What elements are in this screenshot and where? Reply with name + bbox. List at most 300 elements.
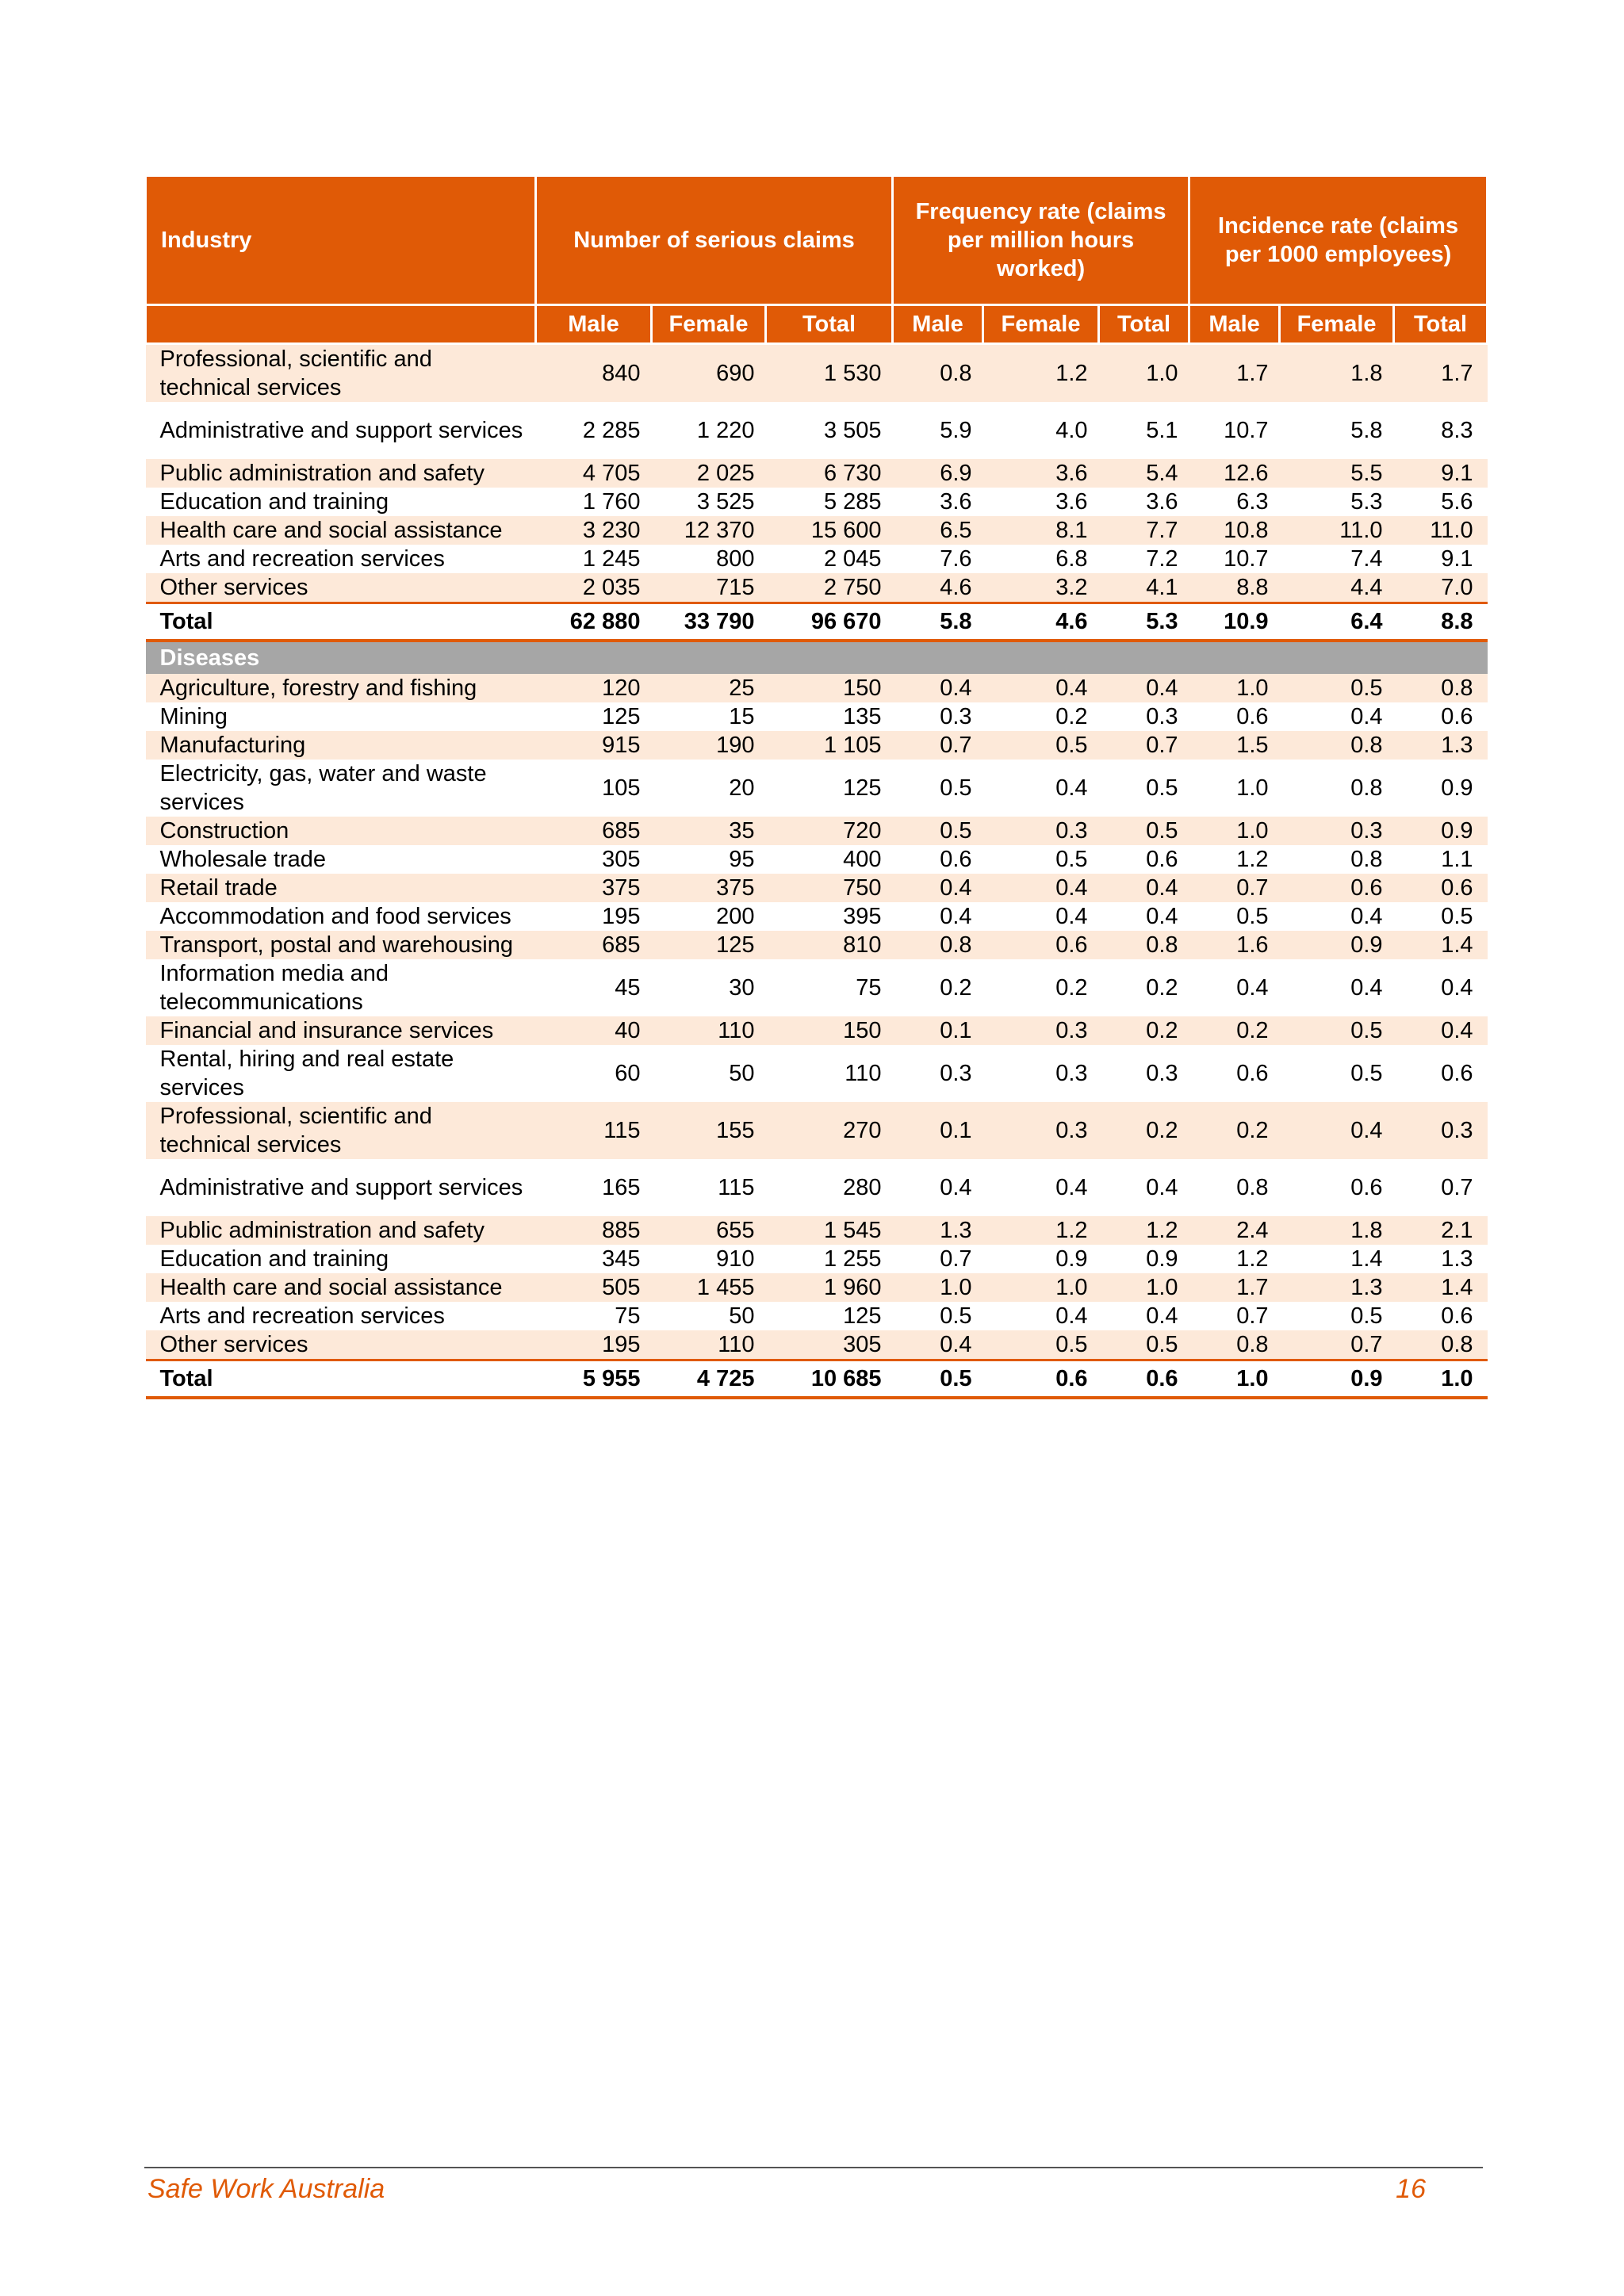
value-cell: 0.1	[893, 1016, 983, 1045]
value-cell: 115	[536, 1102, 652, 1159]
value-cell: 11.0	[1394, 516, 1488, 545]
incidence-female-header: Female	[1280, 305, 1394, 344]
value-cell: 5.8	[893, 603, 983, 641]
value-cell: 6.4	[1280, 603, 1394, 641]
value-cell: 1 760	[582, 489, 641, 515]
table-row	[146, 488, 1488, 516]
value-cell: 1 220	[696, 418, 755, 443]
table-row	[146, 1216, 1488, 1245]
serious-claims-header: Number of serious claims	[536, 176, 893, 305]
industry-cell: Arts and recreation services	[159, 546, 445, 572]
table-row	[146, 931, 1488, 959]
value-cell: 20	[729, 775, 755, 801]
value-cell: 0.2	[1189, 1102, 1280, 1159]
value-cell: 2 750	[766, 573, 893, 603]
value-cell: 50	[729, 1303, 755, 1329]
value-cell: 0.8	[1394, 1330, 1488, 1360]
value-cell: 395	[843, 904, 882, 929]
value-cell: 7.7	[1099, 516, 1189, 545]
value-cell: 10.7	[1224, 546, 1269, 572]
value-cell: 10 685	[766, 1360, 893, 1399]
value-cell: 35	[652, 817, 766, 845]
diseases-section-label: Diseases	[146, 641, 1488, 674]
value-cell: 0.2	[940, 975, 972, 1001]
value-cell: 0.4	[1146, 904, 1178, 929]
table-row	[146, 344, 1488, 403]
frequency-total-header: Total	[1099, 305, 1189, 344]
industry-cell: Construction	[146, 817, 536, 845]
value-cell: 375	[652, 874, 766, 902]
value-cell: 1.3	[893, 1216, 983, 1245]
value-cell: 5.5	[1280, 459, 1394, 488]
value-cell: 9.1	[1394, 459, 1488, 488]
value-cell: 40	[536, 1016, 652, 1045]
value-cell: 4.6	[983, 603, 1099, 641]
table-row	[146, 731, 1488, 760]
value-cell: 10.8	[1189, 516, 1280, 545]
value-cell: 0.8	[1280, 731, 1394, 760]
value-cell: 0.2	[1099, 1102, 1189, 1159]
table-row	[146, 545, 1488, 573]
value-cell: 0.8	[1099, 931, 1189, 959]
value-cell: 195	[602, 904, 641, 929]
value-cell: 8.3	[1441, 418, 1473, 443]
industry-cell: Total	[146, 603, 536, 641]
value-cell: 120	[536, 674, 652, 702]
value-cell: 1.2	[1099, 1216, 1189, 1245]
value-cell: 0.3	[940, 1061, 972, 1086]
value-cell: 1.5	[1189, 731, 1280, 760]
value-cell: 0.7	[1099, 731, 1189, 760]
table-row	[146, 573, 1488, 603]
industry-cell: Transport, postal and warehousing	[146, 931, 536, 959]
table-row	[146, 674, 1488, 702]
value-cell: 0.5	[1099, 817, 1189, 845]
value-cell: 5.6	[1441, 489, 1473, 515]
value-cell: 3.6	[983, 459, 1099, 488]
value-cell: 305	[602, 847, 641, 872]
value-cell: 0.9	[1441, 775, 1473, 801]
frequency-male-header: Male	[893, 305, 983, 344]
value-cell: 7.6	[940, 546, 972, 572]
value-cell: 0.4	[983, 874, 1099, 902]
value-cell: 50	[729, 1061, 755, 1086]
value-cell: 125	[843, 1303, 882, 1329]
value-cell: 95	[729, 847, 755, 872]
claims-female-header: Female	[652, 305, 766, 344]
value-cell: 0.3	[1055, 1061, 1088, 1086]
value-cell: 8.1	[983, 516, 1099, 545]
value-cell: 45	[615, 975, 641, 1001]
value-cell: 1.0	[983, 1273, 1099, 1302]
value-cell: 8.8	[1394, 603, 1488, 641]
industry-cell: Mining	[159, 704, 228, 729]
industry-cell: Other services	[146, 1330, 536, 1360]
table-row	[146, 1102, 1488, 1159]
value-cell: 5.8	[1350, 418, 1383, 443]
value-cell: 0.2	[1055, 975, 1088, 1001]
value-cell: 0.5	[1350, 1061, 1383, 1086]
value-cell: 0.8	[893, 931, 983, 959]
value-cell: 375	[536, 874, 652, 902]
value-cell: 0.8	[1350, 847, 1383, 872]
value-cell: 0.4	[893, 1330, 983, 1360]
value-cell: 3 230	[536, 516, 652, 545]
value-cell: 105	[602, 775, 641, 801]
value-cell: 5.9	[940, 418, 972, 443]
value-cell: 96 670	[766, 603, 893, 641]
value-cell: 0.5	[1280, 674, 1394, 702]
industry-cell: Administrative and support services	[159, 1175, 523, 1200]
value-cell: 2 025	[652, 459, 766, 488]
claims-total-header: Total	[766, 305, 893, 344]
value-cell: 75	[615, 1303, 641, 1329]
value-cell: 0.6	[1441, 704, 1473, 729]
value-cell: 0.5	[893, 1360, 983, 1399]
value-cell: 1 245	[582, 546, 641, 572]
value-cell: 0.4	[1099, 674, 1189, 702]
value-cell: 0.4	[1055, 904, 1088, 929]
value-cell: 0.4	[940, 1175, 972, 1200]
value-cell: 400	[843, 847, 882, 872]
value-cell: 3 525	[696, 489, 755, 515]
value-cell: 0.3	[1280, 817, 1394, 845]
value-cell: 0.3	[983, 1102, 1099, 1159]
industry-cell: Retail trade	[146, 874, 536, 902]
value-cell: 800	[716, 546, 755, 572]
value-cell: 1.0	[1189, 817, 1280, 845]
value-cell: 0.7	[893, 731, 983, 760]
industry-header-spacer	[146, 305, 536, 344]
value-cell: 0.4	[1350, 904, 1383, 929]
value-cell: 0.5	[893, 817, 983, 845]
value-cell: 270	[766, 1102, 893, 1159]
value-cell: 200	[716, 904, 755, 929]
value-cell: 1.2	[983, 344, 1099, 403]
value-cell: 150	[766, 674, 893, 702]
value-cell: 7.4	[1350, 546, 1383, 572]
value-cell: 0.6	[1236, 1061, 1269, 1086]
value-cell: 3.2	[983, 573, 1099, 603]
value-cell: 1.0	[1099, 344, 1189, 403]
value-cell: 910	[716, 1246, 755, 1272]
value-cell: 1.8	[1280, 1216, 1394, 1245]
value-cell: 195	[536, 1330, 652, 1360]
value-cell: 150	[766, 1016, 893, 1045]
value-cell: 1.4	[1394, 931, 1488, 959]
claims-male-header: Male	[536, 305, 652, 344]
value-cell: 0.4	[940, 904, 972, 929]
value-cell: 2.1	[1394, 1216, 1488, 1245]
value-cell: 75	[856, 975, 882, 1001]
value-cell: 1 545	[766, 1216, 893, 1245]
value-cell: 685	[536, 817, 652, 845]
value-cell: 33 790	[652, 603, 766, 641]
value-cell: 0.7	[1236, 1303, 1269, 1329]
value-cell: 5.4	[1099, 459, 1189, 488]
value-cell: 190	[652, 731, 766, 760]
value-cell: 0.8	[1350, 775, 1383, 801]
industry-cell: Health care and social assistance	[146, 1273, 536, 1302]
table-row	[146, 459, 1488, 488]
table-row	[146, 959, 1488, 1016]
value-cell: 0.7	[1280, 1330, 1394, 1360]
value-cell: 0.9	[1146, 1246, 1178, 1272]
value-cell: 0.7	[1441, 1175, 1473, 1200]
value-cell: 0.6	[1146, 847, 1178, 872]
value-cell: 2 045	[823, 546, 882, 572]
value-cell: 0.4	[1146, 1175, 1178, 1200]
value-cell: 25	[652, 674, 766, 702]
value-cell: 1 455	[652, 1273, 766, 1302]
value-cell: 125	[652, 931, 766, 959]
industry-cell: Public administration and safety	[146, 1216, 536, 1245]
value-cell: 15	[729, 704, 755, 729]
table-row	[146, 1273, 1488, 1302]
value-cell: 1.6	[1189, 931, 1280, 959]
value-cell: 4.1	[1099, 573, 1189, 603]
value-cell: 0.6	[983, 931, 1099, 959]
value-cell: 0.4	[1350, 975, 1383, 1001]
value-cell: 6 730	[766, 459, 893, 488]
diseases-section-row	[146, 641, 1488, 674]
value-cell: 125	[843, 775, 882, 801]
value-cell: 11.0	[1280, 516, 1394, 545]
value-cell: 0.5	[1099, 1330, 1189, 1360]
value-cell: 0.5	[940, 1303, 972, 1329]
value-cell: 915	[536, 731, 652, 760]
value-cell: 0.4	[1350, 704, 1383, 729]
value-cell: 5 285	[823, 489, 882, 515]
value-cell: 1 105	[766, 731, 893, 760]
value-cell: 7.0	[1394, 573, 1488, 603]
value-cell: 1.3	[1280, 1273, 1394, 1302]
value-cell: 0.4	[1394, 1016, 1488, 1045]
industry-header: Industry	[146, 176, 536, 305]
value-cell: 115	[718, 1175, 755, 1200]
value-cell: 165	[602, 1175, 641, 1200]
table-row	[146, 516, 1488, 545]
table-row	[146, 902, 1488, 931]
value-cell: 7.2	[1146, 546, 1178, 572]
value-cell: 0.3	[983, 817, 1099, 845]
value-cell: 1.0	[1394, 1360, 1488, 1399]
value-cell: 840	[536, 344, 652, 403]
incidence-male-header: Male	[1189, 305, 1280, 344]
value-cell: 0.4	[1099, 874, 1189, 902]
value-cell: 0.5	[940, 775, 972, 801]
value-cell: 0.5	[1146, 775, 1178, 801]
value-cell: 0.6	[1441, 1061, 1473, 1086]
value-cell: 0.5	[1236, 904, 1269, 929]
value-cell: 0.3	[1394, 1102, 1488, 1159]
value-cell: 0.6	[1099, 1360, 1189, 1399]
value-cell: 0.4	[1055, 1303, 1088, 1329]
industry-cell: Public administration and safety	[146, 459, 536, 488]
value-cell: 655	[652, 1216, 766, 1245]
value-cell: 1.2	[983, 1216, 1099, 1245]
value-cell: 0.4	[1055, 775, 1088, 801]
value-cell: 0.3	[983, 1016, 1099, 1045]
value-cell: 4.6	[893, 573, 983, 603]
value-cell: 110	[652, 1330, 766, 1360]
table-row	[146, 874, 1488, 902]
value-cell: 750	[766, 874, 893, 902]
value-cell: 1 960	[766, 1273, 893, 1302]
value-cell: 0.9	[1055, 1246, 1088, 1272]
value-cell: 62 880	[536, 603, 652, 641]
table-row	[146, 1159, 1488, 1216]
value-cell: 10.9	[1189, 603, 1280, 641]
value-cell: 12.6	[1189, 459, 1280, 488]
value-cell: 0.4	[893, 674, 983, 702]
value-cell: 0.6	[1280, 874, 1394, 902]
industry-cell: Professional, scientific and technical services	[146, 1102, 536, 1159]
total-row	[146, 603, 1488, 641]
value-cell: 4.4	[1280, 573, 1394, 603]
table-row	[146, 1302, 1488, 1330]
value-cell: 8.8	[1189, 573, 1280, 603]
value-cell: 0.6	[940, 847, 972, 872]
industry-cell: Agriculture, forestry and fishing	[146, 674, 536, 702]
incidence-total-header: Total	[1394, 305, 1488, 344]
value-cell: 0.4	[1280, 1102, 1394, 1159]
value-cell: 1.0	[1236, 775, 1269, 801]
value-cell: 5.3	[1350, 489, 1383, 515]
value-cell: 6.9	[893, 459, 983, 488]
value-cell: 4.0	[1055, 418, 1088, 443]
value-cell: 1.3	[1394, 731, 1488, 760]
table-row	[146, 760, 1488, 817]
value-cell: 715	[652, 573, 766, 603]
value-cell: 5 955	[536, 1360, 652, 1399]
value-cell: 1.0	[1189, 1360, 1280, 1399]
value-cell: 0.4	[1146, 1303, 1178, 1329]
industry-cell: Electricity, gas, water and waste services	[159, 761, 487, 815]
value-cell: 15 600	[766, 516, 893, 545]
page-number: 16	[1396, 2174, 1426, 2204]
value-cell: 0.6	[1350, 1175, 1383, 1200]
value-cell: 3.6	[1055, 489, 1088, 515]
table-row	[146, 1045, 1488, 1102]
value-cell: 155	[652, 1102, 766, 1159]
value-cell: 3.6	[940, 489, 972, 515]
industry-cell: Wholesale trade	[159, 847, 327, 872]
value-cell: 0.4	[1441, 975, 1473, 1001]
industry-cell: Education and training	[159, 1246, 389, 1272]
value-cell: 12 370	[652, 516, 766, 545]
value-cell: 5.1	[1146, 418, 1178, 443]
value-cell: 0.2	[1099, 1016, 1189, 1045]
value-cell: 0.7	[940, 1246, 972, 1272]
value-cell: 2.4	[1189, 1216, 1280, 1245]
value-cell: 1.3	[1441, 1246, 1473, 1272]
table-row	[146, 845, 1488, 874]
value-cell: 0.4	[893, 874, 983, 902]
industry-cell: Rental, hiring and real estate services	[159, 1047, 454, 1100]
value-cell: 0.5	[983, 731, 1099, 760]
industry-cell: Total	[146, 1360, 536, 1399]
industry-cell: Arts and recreation services	[159, 1303, 445, 1329]
value-cell: 810	[766, 931, 893, 959]
industry-cell: Financial and insurance services	[146, 1016, 536, 1045]
value-cell: 345	[602, 1246, 641, 1272]
value-cell: 3.6	[1146, 489, 1178, 515]
industry-cell: Professional, scientific and technical services	[146, 344, 536, 403]
value-cell: 6.3	[1236, 489, 1269, 515]
table-row	[146, 1330, 1488, 1360]
value-cell: 1.0	[893, 1273, 983, 1302]
industry-cell: Other services	[146, 573, 536, 603]
value-cell: 280	[843, 1175, 882, 1200]
value-cell: 0.5	[1055, 847, 1088, 872]
value-cell: 2 035	[536, 573, 652, 603]
footer-rule	[144, 2167, 1483, 2168]
value-cell: 4 725	[652, 1360, 766, 1399]
value-cell: 0.8	[893, 344, 983, 403]
value-cell: 720	[766, 817, 893, 845]
value-cell: 0.2	[1189, 1016, 1280, 1045]
value-cell: 0.5	[1350, 1303, 1383, 1329]
frequency-rate-header: Frequency rate (claims per million hours worked)	[893, 176, 1189, 305]
value-cell: 305	[766, 1330, 893, 1360]
industry-cell: Information media and telecommunications	[159, 961, 389, 1015]
value-cell: 0.1	[893, 1102, 983, 1159]
value-cell: 0.2	[1146, 975, 1178, 1001]
value-cell: 0.5	[1280, 1016, 1394, 1045]
value-cell: 0.6	[1441, 1303, 1473, 1329]
frequency-female-header: Female	[983, 305, 1099, 344]
total-row	[146, 1360, 1488, 1399]
industry-cell: Administrative and support services	[159, 418, 523, 443]
value-cell: 0.7	[1189, 874, 1280, 902]
value-cell: 1.7	[1189, 344, 1280, 403]
value-cell: 110	[845, 1061, 882, 1086]
value-cell: 0.9	[1280, 1360, 1394, 1399]
value-cell: 6.8	[1055, 546, 1088, 572]
value-cell: 0.3	[1146, 704, 1178, 729]
industry-cell: Education and training	[159, 489, 389, 515]
value-cell: 1.7	[1394, 344, 1488, 403]
value-cell: 60	[615, 1061, 641, 1086]
value-cell: 1.2	[1236, 1246, 1269, 1272]
value-cell: 10.7	[1224, 418, 1269, 443]
table-row	[146, 702, 1488, 731]
value-cell: 0.9	[1394, 817, 1488, 845]
value-cell: 1.8	[1280, 344, 1394, 403]
value-cell: 0.6	[1236, 704, 1269, 729]
value-cell: 9.1	[1441, 546, 1473, 572]
value-cell: 0.8	[1394, 674, 1488, 702]
value-cell: 505	[536, 1273, 652, 1302]
industry-cell: Health care and social assistance	[146, 516, 536, 545]
value-cell: 4 705	[536, 459, 652, 488]
table-row	[146, 402, 1488, 459]
value-cell: 0.5	[983, 1330, 1099, 1360]
value-cell: 5.3	[1099, 603, 1189, 641]
incidence-rate-header: Incidence rate (claims per 1000 employees)	[1189, 176, 1488, 305]
value-cell: 0.9	[1280, 931, 1394, 959]
value-cell: 1.4	[1350, 1246, 1383, 1272]
value-cell: 30	[729, 975, 755, 1001]
value-cell: 6.5	[893, 516, 983, 545]
value-cell: 1.0	[1189, 674, 1280, 702]
value-cell: 0.4	[1055, 1175, 1088, 1200]
value-cell: 135	[843, 704, 882, 729]
value-cell: 0.5	[1441, 904, 1473, 929]
value-cell: 0.2	[1055, 704, 1088, 729]
value-cell: 1.2	[1236, 847, 1269, 872]
